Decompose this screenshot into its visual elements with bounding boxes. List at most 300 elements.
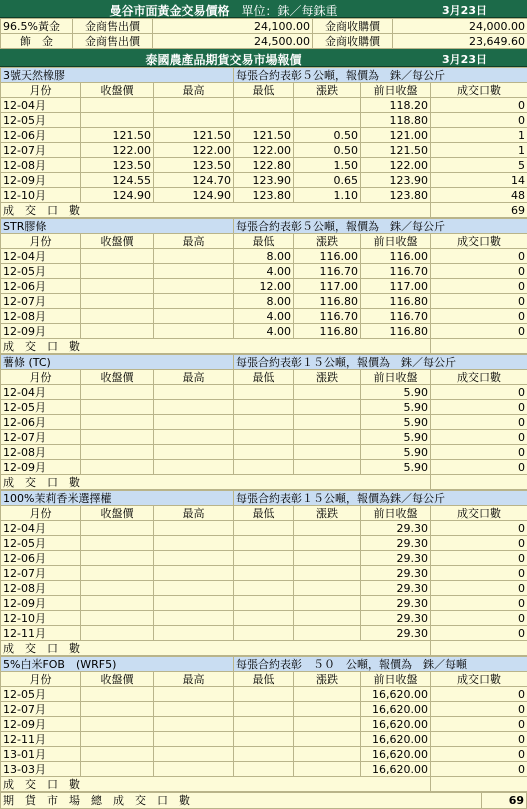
value-cell: 0.65 xyxy=(294,173,361,188)
value-cell: 16,620.00 xyxy=(361,747,431,762)
commodity-title-row xyxy=(1,657,527,672)
column-header: 收盤價 xyxy=(81,672,154,687)
column-header-row xyxy=(1,83,527,98)
commodity-table xyxy=(0,490,527,656)
value-cell: 116.70 xyxy=(361,264,431,279)
value-cell xyxy=(154,536,234,551)
month-cell: 12-07月 xyxy=(1,143,81,158)
value-cell: 0 xyxy=(431,279,527,294)
month-cell: 12-07月 xyxy=(1,430,81,445)
gold-sell-price: 24,500.00 xyxy=(153,34,313,49)
value-cell xyxy=(154,626,234,641)
value-cell xyxy=(154,430,234,445)
volume-total-row xyxy=(1,339,527,354)
column-header: 成交口數 xyxy=(431,506,527,521)
table-row xyxy=(1,581,527,596)
value-cell xyxy=(294,551,361,566)
table-row xyxy=(1,294,527,309)
value-cell xyxy=(154,596,234,611)
column-header: 最低 xyxy=(234,506,294,521)
column-header: 成交口數 xyxy=(431,234,527,249)
value-cell xyxy=(294,536,361,551)
month-cell: 12-09月 xyxy=(1,717,81,732)
value-cell xyxy=(294,430,361,445)
table-row xyxy=(1,400,527,415)
month-cell: 12-04月 xyxy=(1,249,81,264)
gold-buy-label: 金商收購價 xyxy=(313,19,393,34)
column-header: 收盤價 xyxy=(81,506,154,521)
column-header-row xyxy=(1,370,527,385)
value-cell xyxy=(81,430,154,445)
value-cell: 5.90 xyxy=(361,430,431,445)
value-cell xyxy=(81,294,154,309)
value-cell xyxy=(234,626,294,641)
table-row xyxy=(1,460,527,475)
month-cell: 12-09月 xyxy=(1,596,81,611)
month-cell: 12-05月 xyxy=(1,400,81,415)
value-cell: 116.80 xyxy=(294,324,361,339)
value-cell: 122.00 xyxy=(361,158,431,173)
table-row xyxy=(1,566,527,581)
value-cell xyxy=(294,400,361,415)
value-cell: 0 xyxy=(431,264,527,279)
value-cell: 1 xyxy=(431,128,527,143)
table-row xyxy=(1,521,527,536)
gold-type: 96.5%黃金 xyxy=(1,19,73,34)
futures-date: 3月23日 xyxy=(442,51,487,67)
value-cell xyxy=(294,762,361,777)
commodity-table xyxy=(0,218,527,354)
month-cell: 12-08月 xyxy=(1,309,81,324)
gold-header xyxy=(0,0,527,18)
value-cell: 0 xyxy=(431,626,527,641)
column-header-row xyxy=(1,506,527,521)
value-cell: 8.00 xyxy=(234,249,294,264)
value-cell xyxy=(154,264,234,279)
commodity-title-row xyxy=(1,219,527,234)
value-cell: 123.90 xyxy=(234,173,294,188)
value-cell xyxy=(154,294,234,309)
value-cell: 1.10 xyxy=(294,188,361,203)
commodity-name: 3號天然橡膠 xyxy=(1,68,234,83)
value-cell xyxy=(294,611,361,626)
value-cell: 0 xyxy=(431,717,527,732)
value-cell xyxy=(234,566,294,581)
column-header: 月份 xyxy=(1,83,81,98)
contract-note: 每張合約表彰１５公噸，報價為 銖／每公斤 xyxy=(234,355,527,370)
value-cell: 5.90 xyxy=(361,415,431,430)
month-cell: 12-11月 xyxy=(1,732,81,747)
value-cell: 117.00 xyxy=(294,279,361,294)
value-cell: 0 xyxy=(431,566,527,581)
column-header: 月份 xyxy=(1,234,81,249)
month-cell: 12-08月 xyxy=(1,581,81,596)
column-header: 漲跌 xyxy=(294,506,361,521)
value-cell: 124.90 xyxy=(81,188,154,203)
gold-sell-label: 金商售出價 xyxy=(73,19,153,34)
value-cell xyxy=(294,521,361,536)
grand-total-table xyxy=(0,792,527,809)
value-cell: 0 xyxy=(431,687,527,702)
value-cell xyxy=(154,279,234,294)
value-cell: 124.55 xyxy=(81,173,154,188)
grand-total-value: 69 xyxy=(482,793,527,809)
value-cell xyxy=(294,717,361,732)
value-cell: 121.50 xyxy=(234,128,294,143)
volume-total-label: 成 交 口 數 xyxy=(1,339,431,354)
value-cell: 0 xyxy=(431,445,527,460)
value-cell xyxy=(154,445,234,460)
value-cell: 0 xyxy=(431,611,527,626)
commodity-name: 100%茉莉香米選擇權 xyxy=(1,491,234,506)
commodity-title-row xyxy=(1,355,527,370)
value-cell: 116.80 xyxy=(361,324,431,339)
commodity-title-row xyxy=(1,68,527,83)
value-cell: 5.90 xyxy=(361,460,431,475)
table-row xyxy=(1,309,527,324)
value-cell xyxy=(81,521,154,536)
value-cell: 0 xyxy=(431,113,527,128)
month-cell: 12-05月 xyxy=(1,536,81,551)
value-cell xyxy=(154,732,234,747)
month-cell: 12-06月 xyxy=(1,279,81,294)
value-cell: 121.50 xyxy=(361,143,431,158)
value-cell: 0 xyxy=(431,294,527,309)
value-cell: 48 xyxy=(431,188,527,203)
volume-total-row xyxy=(1,777,527,792)
grand-total-label: 期 貨 市 場 總 成 交 口 數 xyxy=(1,793,482,809)
value-cell xyxy=(154,249,234,264)
month-cell: 12-11月 xyxy=(1,626,81,641)
table-row xyxy=(1,188,527,203)
value-cell xyxy=(81,566,154,581)
value-cell: 123.50 xyxy=(81,158,154,173)
value-cell xyxy=(234,521,294,536)
column-header: 漲跌 xyxy=(294,234,361,249)
value-cell xyxy=(234,747,294,762)
commodity-table xyxy=(0,67,527,218)
table-row xyxy=(1,264,527,279)
value-cell: 29.30 xyxy=(361,626,431,641)
table-row xyxy=(1,128,527,143)
value-cell xyxy=(294,747,361,762)
value-cell: 0.50 xyxy=(294,128,361,143)
value-cell: 116.00 xyxy=(294,249,361,264)
value-cell: 0 xyxy=(431,596,527,611)
volume-total-label: 成 交 口 數 xyxy=(1,641,431,656)
value-cell: 123.50 xyxy=(154,158,234,173)
month-cell: 12-04月 xyxy=(1,521,81,536)
value-cell: 0 xyxy=(431,702,527,717)
value-cell xyxy=(294,460,361,475)
value-cell xyxy=(81,536,154,551)
value-cell xyxy=(234,536,294,551)
value-cell xyxy=(294,732,361,747)
volume-total-row xyxy=(1,203,527,218)
value-cell: 0 xyxy=(431,521,527,536)
table-row xyxy=(1,415,527,430)
column-header: 最低 xyxy=(234,672,294,687)
value-cell: 122.00 xyxy=(234,143,294,158)
contract-note: 每張合約表彰 ５０ 公噸，報價為 銖／每噸 xyxy=(234,657,527,672)
value-cell xyxy=(294,445,361,460)
value-cell: 29.30 xyxy=(361,596,431,611)
value-cell xyxy=(154,113,234,128)
column-header: 前日收盤 xyxy=(361,370,431,385)
column-header: 前日收盤 xyxy=(361,506,431,521)
value-cell xyxy=(81,309,154,324)
table-row xyxy=(1,113,527,128)
month-cell: 13-01月 xyxy=(1,747,81,762)
value-cell xyxy=(234,581,294,596)
value-cell xyxy=(81,460,154,475)
month-cell: 12-06月 xyxy=(1,551,81,566)
value-cell: 0 xyxy=(431,385,527,400)
value-cell xyxy=(234,551,294,566)
gold-sell-label: 金商售出價 xyxy=(73,34,153,49)
volume-total-label: 成 交 口 數 xyxy=(1,777,431,792)
value-cell xyxy=(81,415,154,430)
value-cell xyxy=(234,400,294,415)
column-header: 最高 xyxy=(154,83,234,98)
value-cell: 29.30 xyxy=(361,521,431,536)
column-header: 成交口數 xyxy=(431,672,527,687)
value-cell: 0 xyxy=(431,762,527,777)
value-cell xyxy=(81,687,154,702)
value-cell xyxy=(294,98,361,113)
value-cell: 4.00 xyxy=(234,264,294,279)
value-cell xyxy=(234,717,294,732)
month-cell: 12-06月 xyxy=(1,415,81,430)
value-cell: 16,620.00 xyxy=(361,717,431,732)
table-row xyxy=(1,385,527,400)
commodity-name: STR膠條 xyxy=(1,219,234,234)
value-cell: 0 xyxy=(431,551,527,566)
month-cell: 12-05月 xyxy=(1,264,81,279)
value-cell: 5 xyxy=(431,158,527,173)
value-cell: 5.90 xyxy=(361,445,431,460)
column-header: 收盤價 xyxy=(81,83,154,98)
value-cell: 123.80 xyxy=(361,188,431,203)
value-cell: 0 xyxy=(431,732,527,747)
value-cell xyxy=(154,747,234,762)
table-row xyxy=(1,762,527,777)
value-cell xyxy=(154,324,234,339)
month-cell: 12-05月 xyxy=(1,113,81,128)
value-cell: 29.30 xyxy=(361,551,431,566)
value-cell xyxy=(294,687,361,702)
value-cell xyxy=(81,626,154,641)
value-cell: 118.20 xyxy=(361,98,431,113)
gold-date: 3月23日 xyxy=(442,2,487,18)
value-cell: 123.80 xyxy=(234,188,294,203)
value-cell xyxy=(154,521,234,536)
futures-sections xyxy=(0,67,527,792)
value-cell: 0 xyxy=(431,430,527,445)
table-row xyxy=(1,536,527,551)
gold-buy-price: 23,649.60 xyxy=(393,34,527,49)
table-row xyxy=(1,279,527,294)
gold-row xyxy=(1,34,527,49)
value-cell xyxy=(154,762,234,777)
value-cell xyxy=(294,113,361,128)
value-cell: 0 xyxy=(431,98,527,113)
value-cell xyxy=(81,264,154,279)
value-cell xyxy=(294,596,361,611)
value-cell: 0 xyxy=(431,249,527,264)
column-header: 成交口數 xyxy=(431,370,527,385)
month-cell: 12-04月 xyxy=(1,98,81,113)
value-cell xyxy=(81,551,154,566)
volume-total-label: 成 交 口 數 xyxy=(1,203,431,218)
column-header: 漲跌 xyxy=(294,672,361,687)
gold-sell-price: 24,100.00 xyxy=(153,19,313,34)
column-header: 前日收盤 xyxy=(361,672,431,687)
value-cell xyxy=(234,430,294,445)
volume-total-value xyxy=(431,777,527,792)
volume-total-value xyxy=(431,641,527,656)
value-cell xyxy=(81,762,154,777)
column-header: 收盤價 xyxy=(81,234,154,249)
column-header: 最低 xyxy=(234,370,294,385)
value-cell: 5.90 xyxy=(361,385,431,400)
column-header: 最高 xyxy=(154,506,234,521)
value-cell xyxy=(154,98,234,113)
column-header: 月份 xyxy=(1,370,81,385)
column-header: 前日收盤 xyxy=(361,83,431,98)
table-row xyxy=(1,611,527,626)
table-row xyxy=(1,173,527,188)
table-row xyxy=(1,732,527,747)
value-cell: 116.70 xyxy=(294,309,361,324)
value-cell xyxy=(81,324,154,339)
table-row xyxy=(1,626,527,641)
value-cell xyxy=(154,611,234,626)
table-row xyxy=(1,249,527,264)
gold-table xyxy=(0,18,527,49)
value-cell xyxy=(81,717,154,732)
value-cell: 0 xyxy=(431,581,527,596)
value-cell: 118.80 xyxy=(361,113,431,128)
volume-total-row xyxy=(1,641,527,656)
column-header: 漲跌 xyxy=(294,83,361,98)
value-cell: 0 xyxy=(431,415,527,430)
value-cell: 1 xyxy=(431,143,527,158)
value-cell: 4.00 xyxy=(234,309,294,324)
value-cell: 12.00 xyxy=(234,279,294,294)
value-cell xyxy=(81,385,154,400)
gold-type: 飾 金 xyxy=(1,34,73,49)
value-cell xyxy=(294,385,361,400)
table-row xyxy=(1,158,527,173)
gold-title: 曼谷市面黃金交易價格 xyxy=(109,4,229,18)
value-cell: 0 xyxy=(431,747,527,762)
gold-buy-label: 金商收購價 xyxy=(313,34,393,49)
value-cell xyxy=(234,415,294,430)
month-cell: 12-08月 xyxy=(1,158,81,173)
value-cell xyxy=(234,596,294,611)
column-header: 前日收盤 xyxy=(361,234,431,249)
value-cell xyxy=(154,400,234,415)
value-cell: 0 xyxy=(431,400,527,415)
contract-note: 每張合約表彰１５公噸，報價為銖／每公斤 xyxy=(234,491,527,506)
value-cell: 4.00 xyxy=(234,324,294,339)
value-cell: 0 xyxy=(431,324,527,339)
column-header: 月份 xyxy=(1,506,81,521)
value-cell: 29.30 xyxy=(361,536,431,551)
value-cell: 29.30 xyxy=(361,581,431,596)
value-cell: 14 xyxy=(431,173,527,188)
value-cell: 124.70 xyxy=(154,173,234,188)
table-row xyxy=(1,445,527,460)
value-cell: 116.70 xyxy=(361,309,431,324)
column-header: 最高 xyxy=(154,370,234,385)
table-row xyxy=(1,551,527,566)
value-cell: 29.30 xyxy=(361,566,431,581)
grand-total-row xyxy=(1,793,527,809)
value-cell xyxy=(81,732,154,747)
value-cell: 122.00 xyxy=(154,143,234,158)
contract-note: 每張合約表彰５公噸，報價為 銖／每公斤 xyxy=(234,68,527,83)
value-cell xyxy=(154,385,234,400)
table-row xyxy=(1,717,527,732)
value-cell xyxy=(81,702,154,717)
value-cell: 122.80 xyxy=(234,158,294,173)
value-cell xyxy=(81,445,154,460)
table-row xyxy=(1,430,527,445)
value-cell: 0 xyxy=(431,309,527,324)
value-cell: 121.00 xyxy=(361,128,431,143)
value-cell xyxy=(81,400,154,415)
value-cell xyxy=(294,626,361,641)
value-cell xyxy=(81,279,154,294)
value-cell xyxy=(234,687,294,702)
value-cell: 123.90 xyxy=(361,173,431,188)
value-cell: 5.90 xyxy=(361,400,431,415)
value-cell: 0 xyxy=(431,536,527,551)
futures-title: 泰國農產品期貨交易市場報價 xyxy=(0,51,447,68)
value-cell xyxy=(154,566,234,581)
table-row xyxy=(1,596,527,611)
value-cell: 116.70 xyxy=(294,264,361,279)
month-cell: 12-07月 xyxy=(1,294,81,309)
value-cell xyxy=(154,309,234,324)
column-header: 漲跌 xyxy=(294,370,361,385)
value-cell xyxy=(234,762,294,777)
column-header: 月份 xyxy=(1,672,81,687)
column-header: 最高 xyxy=(154,672,234,687)
value-cell xyxy=(234,385,294,400)
commodity-table xyxy=(0,656,527,792)
value-cell xyxy=(154,581,234,596)
column-header-row xyxy=(1,234,527,249)
value-cell: 0 xyxy=(431,460,527,475)
value-cell xyxy=(81,249,154,264)
commodity-title-row xyxy=(1,491,527,506)
volume-total-value xyxy=(431,339,527,354)
column-header: 最低 xyxy=(234,234,294,249)
table-row xyxy=(1,687,527,702)
futures-header xyxy=(0,49,527,67)
volume-total-value: 69 xyxy=(431,203,527,218)
value-cell xyxy=(154,702,234,717)
value-cell: 29.30 xyxy=(361,611,431,626)
value-cell xyxy=(81,98,154,113)
value-cell xyxy=(234,702,294,717)
column-header: 最高 xyxy=(154,234,234,249)
value-cell xyxy=(294,581,361,596)
value-cell xyxy=(154,460,234,475)
